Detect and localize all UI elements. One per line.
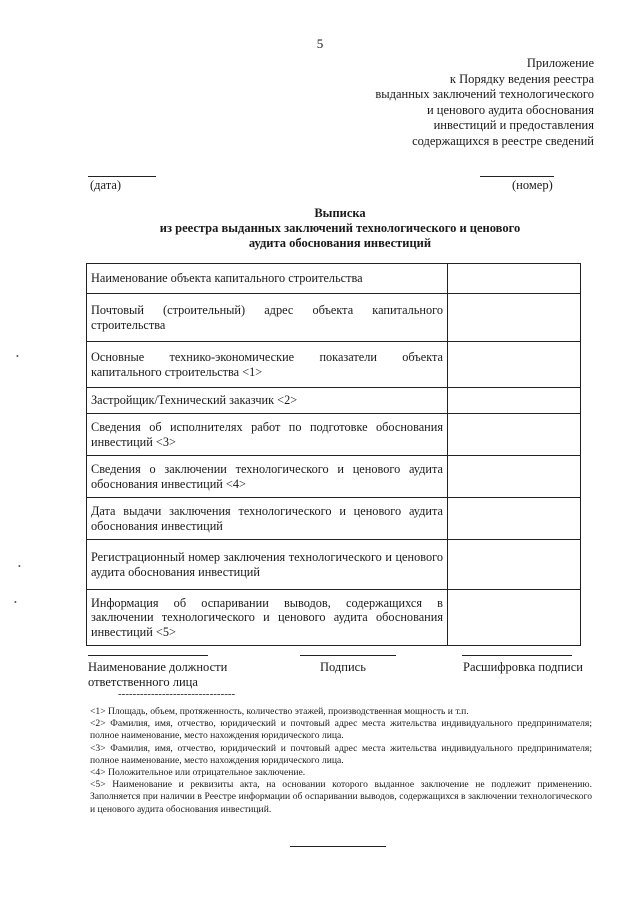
row-value-cell [448,342,581,388]
signature-underline [300,655,396,656]
signature-label: Подпись [320,660,366,674]
row-label: Застройщик/Технический заказчик <2> [87,388,448,414]
document-title [150,206,530,251]
footnote: <2> Фамилия, имя, отчество, юридический и почтовый адрес места жительства индивидуального предпринимателя; полное наименование, место нахождения юридического лица. [90,718,592,742]
title-line-2: из реестра выданных заключений технологического и ценового [159,221,521,235]
registry-extract-table [86,263,581,646]
row-label: Наименование объекта капитального строительства [87,264,448,294]
table-row [87,294,581,342]
row-label: Регистрационный номер заключения технологического и ценового аудита обоснования инвестиций [87,540,448,590]
row-label: Дата выдачи заключения технологического и ценового аудита обоснования инвестиций [87,498,448,540]
title-line-3: аудита обоснования инвестиций [248,236,432,250]
footnote: <4> Положительное или отрицательное заключение. [90,767,306,779]
table-row [87,264,581,294]
appendix-line: к Порядку ведения реестра [449,71,594,86]
appendix-line: Приложение [526,56,594,70]
decoding-underline [462,655,572,656]
footnote: <5> Наименование и реквизиты акта, на основании которого выданное заключение не подлежит применению. Заполняется при наличии в Реестре информации об оспаривании выводов, содержащихся в заключении технологического и ценового аудита обоснования инвестиций. [90,779,592,815]
row-value-cell [448,264,581,294]
row-value-cell [448,498,581,540]
table-row [87,540,581,590]
table-row [87,342,581,388]
date-underline [88,176,156,177]
row-label: Почтовый (строительный) адрес объекта капитального строительства [87,294,448,342]
position-label [88,660,227,690]
number-label: (номер) [512,178,553,192]
number-underline [480,176,554,177]
footnotes [90,706,592,816]
appendix-header [375,56,594,150]
appendix-line: инвестиций и предоставления [433,118,594,133]
table-row [87,414,581,456]
row-value-cell [448,294,581,342]
scan-mark: • [16,352,19,361]
table-row [87,388,581,414]
bottom-rule [290,846,386,847]
footnote-separator: -------------------------------- [118,688,236,700]
appendix-line: содержащихся в реестре сведений [412,133,594,148]
row-value-cell [448,590,581,646]
row-label: Сведения об исполнителях работ по подготовке обоснования инвестиций <3> [87,414,448,456]
position-underline [88,655,208,656]
scan-mark: • [14,598,17,607]
row-value-cell [448,414,581,456]
date-label: (дата) [90,178,122,192]
row-value-cell [448,456,581,498]
row-label: Сведения о заключении технологического и ценового аудита обоснования инвестиций <4> [87,456,448,498]
page-number: 5 [316,36,324,51]
position-label-line-2: ответственного лица [88,675,198,689]
footnote: <1> Площадь, объем, протяженность, количество этажей, производственная мощность и т.п. [90,706,469,717]
table-row [87,498,581,540]
title-line-1: Выписка [314,206,366,220]
row-value-cell [448,388,581,414]
row-label: Основные технико-экономические показатели объекта капитального строительства <1> [87,342,448,388]
table-row [87,456,581,498]
row-value-cell [448,540,581,590]
table-row [87,590,581,646]
appendix-line: выданных заключений технологического [375,87,594,102]
row-label: Информация об оспаривании выводов, содержащихся в заключении технологического и ценового аудита обоснования инвестиций <5> [87,590,448,646]
scan-mark: • [18,562,21,571]
footnote: <3> Фамилия, имя, отчество, юридический и почтовый адрес места жительства индивидуального предпринимателя; полное наименование, место нахождения юридического лица. [90,742,592,766]
appendix-line: и ценового аудита обоснования [426,102,594,117]
position-label-line-1: Наименование должности [88,660,228,674]
decoding-label: Расшифровка подписи [463,660,583,674]
